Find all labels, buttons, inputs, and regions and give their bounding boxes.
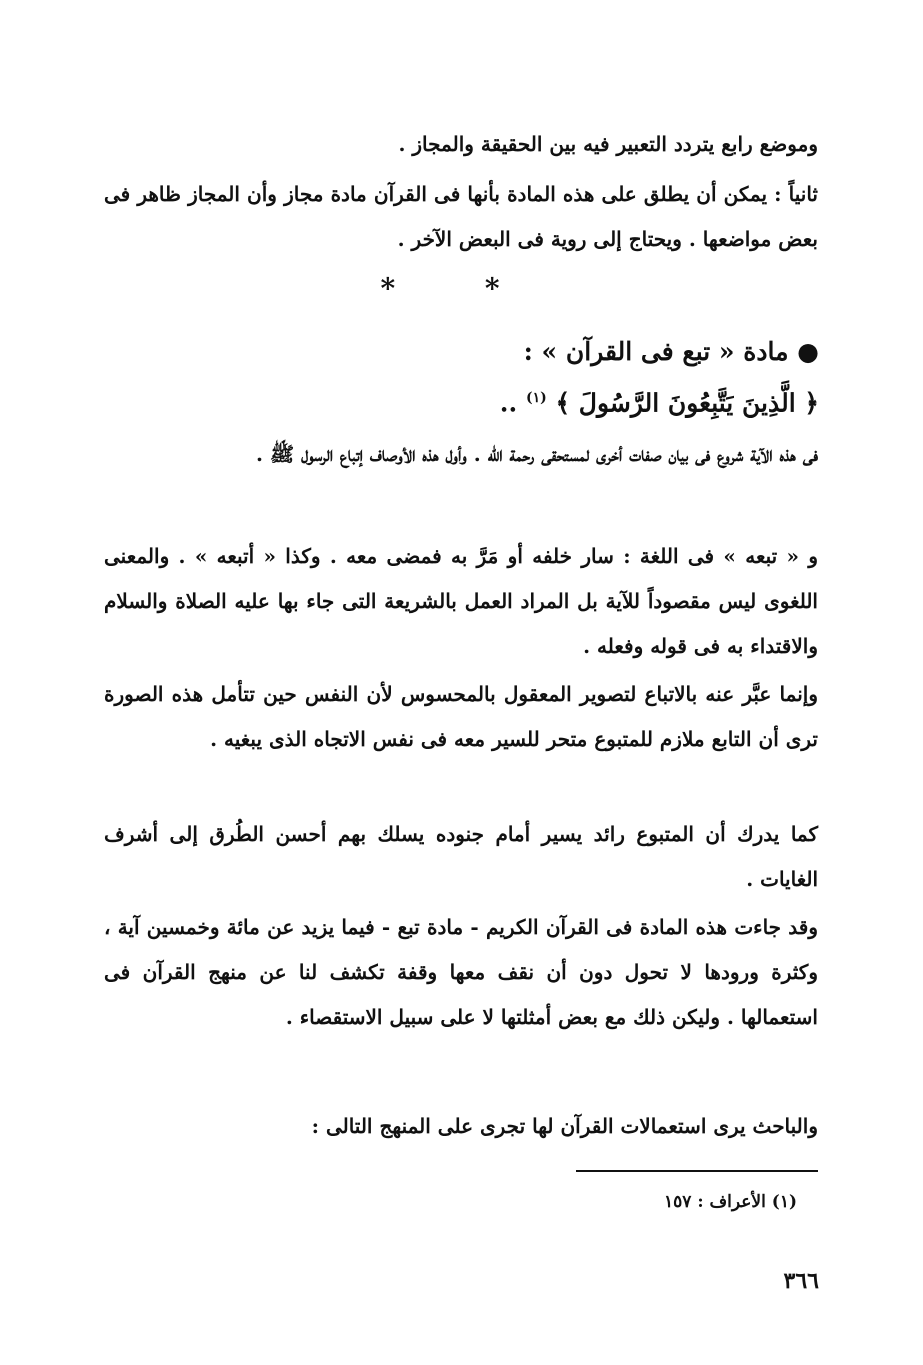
paragraph-text: والباحث يرى استعمالات القرآن لها تجرى على المنهج التالى : [311, 1114, 818, 1138]
paragraph-secondly [104, 172, 818, 262]
page-number: ٣٦٦ [783, 1268, 819, 1294]
paragraph-linguistic-meaning [104, 534, 818, 669]
section-heading: ● مادة « تبع فى القرآن » : [523, 337, 819, 366]
verse-tail: .. [499, 388, 518, 418]
paragraph-text: وإنما عبَّر عنه بالاتباع لتصوير المعقول بالمحسوس لأن النفس حين تتأمل هذه الصورة ترى أن التابع ملازم للمتبوع متحر للسير معه فى نفس الاتجاه الذى يبغيه . [104, 682, 818, 751]
paragraph-metaphor [104, 672, 818, 762]
paragraph-method [104, 1104, 818, 1149]
paragraph-verse-commentary [104, 432, 818, 477]
paragraph-fourth-case [104, 122, 818, 167]
footnote: (١) الأعراف : ١٥٧ [664, 1192, 797, 1212]
paragraph-text: وقد جاءت هذه المادة فى القرآن الكريم - مادة تبع - فيما يزيد عن مائة وخمسين آية ، وكثرة ورودها لا تحول دون أن نقف معها وقفة تكشف لنا عن منهج القرآن فى استعمالها . وليكن ذلك مع بعض أمثلتها لا على سبيل الاستقصاء . [104, 915, 818, 1029]
paragraph-text: كما يدرك أن المتبوع رائد يسير أمام جنوده يسلك بهم أحسن الطُرق إلى أشرف الغايات . [104, 822, 818, 891]
quran-verse [500, 376, 819, 425]
paragraph-text: فى هذه الآية شروع فى بيان صفات أخرى لمستحقى رحمة الله . وأول هذه الأوصاف إتباع الرسول ﷺ . [256, 442, 818, 466]
paragraph-text: و « تبعه » فى اللغة : سار خلفه أو مَرَّ به فمضى معه . وكذا « أتبعه » . والمعنى اللغوى ليس مقصوداً للآية بل المراد العمل بالشريعة التى جاء بها عليه الصلاة والسلام والاقتداء به فى قوله وفعله . [104, 544, 818, 658]
paragraph-text: وموضع رابع يتردد التعبير فيه بين الحقيقة والمجاز . [398, 132, 818, 156]
verse-text: ﴿ الَّذِينَ يَتَّبِعُونَ الرَّسُولَ ﴾ [555, 388, 819, 418]
paragraph-text: ثانياً : يمكن أن يطلق على هذه المادة بأنها فى القرآن مادة مجاز وأن المجاز ظاهر فى بعض مواضعها . ويحتاج إلى روية فى البعض الآخر . [104, 182, 818, 251]
paragraph-leader [104, 812, 818, 902]
paragraph-frequency [104, 905, 818, 1040]
footnote-reference: (١) [525, 390, 547, 406]
footnote-divider [576, 1170, 818, 1172]
section-divider-stars: * * [380, 272, 540, 305]
